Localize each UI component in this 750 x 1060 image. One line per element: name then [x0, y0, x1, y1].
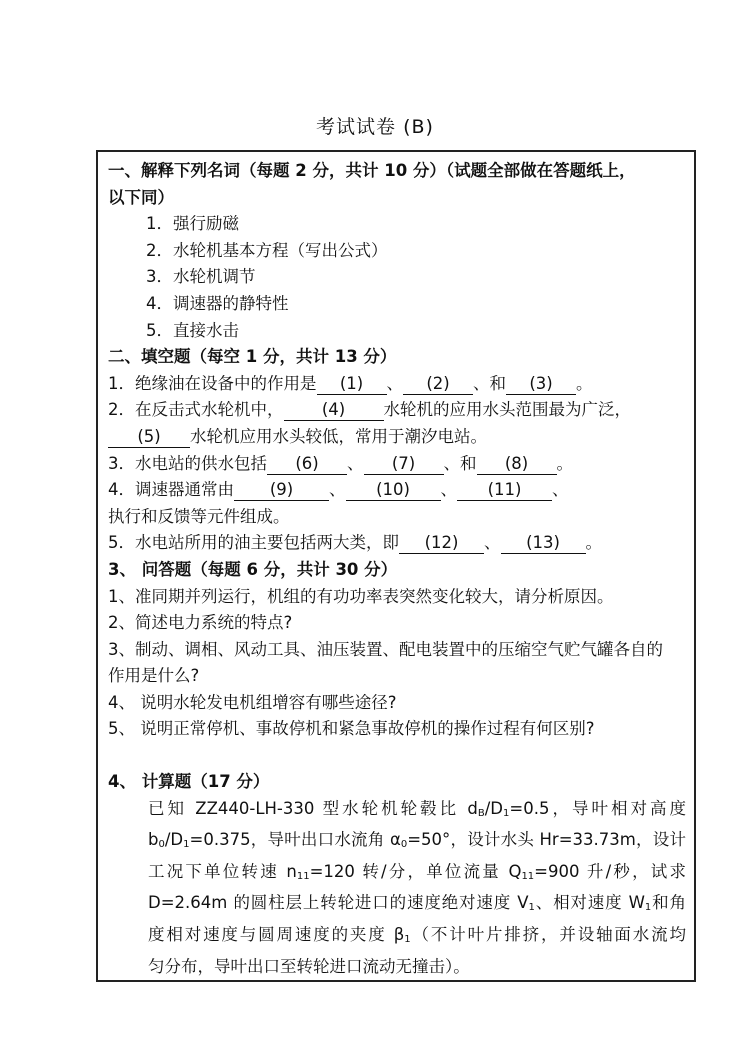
fill-question-2: 2．在反击式水轮机中， (4) 水轮机的应用水头范围最为广泛， [108, 400, 631, 420]
fill-question-3: 3．水电站的供水包括 (6) 、 (7) 、和 (8) 。 [108, 453, 573, 473]
exam-title: 考试试卷 (B) [316, 116, 434, 138]
blank-12: (12) [399, 533, 484, 554]
fill-question-5: 5．水电站所用的油主要包括两大类，即 (12) 、 (13) 。 [108, 533, 602, 553]
blank-4: (4) [284, 400, 384, 421]
qa-question-3: 3、制动、调相、风动工具、油压装置、配电装置中的压缩空气贮气罐各自的 [108, 639, 663, 659]
blank-1: (1) [317, 374, 387, 395]
calc-line-3: 工况下单位转速 $n_{11}=120$ 转/分，单位流量 $Q_{11}=900$ 升/秒，试求 [148, 861, 687, 882]
fill-question-4-cont: 执行和反馈等元件组成。 [108, 506, 290, 526]
list-item: 4．调速器的静特性 [146, 293, 289, 313]
fill-question-1: 1．绝缘油在设备中的作用是 (1) 、 (2) 、和 (3) 。 [108, 373, 593, 393]
blank-11: (11) [457, 480, 552, 501]
blank-3: (3) [506, 374, 576, 395]
list-item: 2．水轮机基本方程（写出公式） [146, 240, 388, 260]
calc-line-5: 度相对速度与圆周速度的夹度 $\beta_1$（不计叶片排挤，并设轴面水流均 [148, 925, 687, 946]
blank-9: (9) [234, 480, 329, 501]
list-item: 5．直接水击 [146, 320, 239, 340]
blank-8: (8) [477, 454, 557, 475]
qa-question-3-cont: 作用是什么? [108, 666, 200, 686]
qa-question-1: 1、准同期并列运行，机组的有功功率表突然变化较大，请分析原因。 [108, 586, 614, 606]
section1-heading: 一、解释下列名词（每题 2 分，共计 10 分）（试题全部做在答题纸上， [108, 161, 636, 180]
calc-line-6: 匀分布，导叶出口至转轮进口流动无撞击）。 [148, 956, 470, 976]
list-item: 3．水轮机调节 [146, 267, 256, 287]
blank-10: (10) [346, 480, 441, 501]
section4-heading: 4、 计算题（17 分） [108, 772, 270, 792]
qa-question-4: 4、 说明水轮发电机组增容有哪些途径? [108, 692, 397, 712]
blank-13: (13) [501, 533, 586, 554]
qa-question-2: 2、简述电力系统的特点? [108, 613, 293, 633]
blank-2: (2) [403, 374, 473, 395]
calc-line-1: 已知 ZZ440-LH-330 型水轮机轮毂比 $d_B/D_1=0.5$，导叶相对高度 [148, 798, 686, 819]
list-item: 1．强行励磁 [146, 214, 239, 234]
section2-heading: 二、填空题（每空 1 分，共计 13 分） [108, 347, 397, 367]
question-frame [96, 150, 696, 982]
qa-question-5: 5、 说明正常停机、事故停机和紧急事故停机的操作过程有何区别? [108, 719, 595, 739]
section1-heading-cont: 以下同） [108, 187, 174, 207]
calc-line-2: $b_0/D_1=0.375$，导叶出口水流角 $\alpha_0=50^\circ$，设计水头 Hr=33.73m，设计 [148, 830, 686, 851]
blank-7: (7) [364, 454, 444, 475]
blank-5: (5) [108, 427, 190, 448]
calc-line-4: D=2.64m 的圆柱层上转轮进口的速度绝对速度 $V_1$、相对速度 $W_1$和角 [148, 893, 687, 914]
section3-heading: 3、 问答题（每题 6 分，共计 30 分） [108, 559, 398, 579]
fill-question-2-cont: (5) 水轮机应用水头较低，常用于潮汐电站。 [108, 424, 686, 451]
blank-6: (6) [267, 454, 347, 475]
fill-question-4: 4．调速器通常由 (9) 、 (10) 、 (11) 、 [108, 480, 569, 500]
